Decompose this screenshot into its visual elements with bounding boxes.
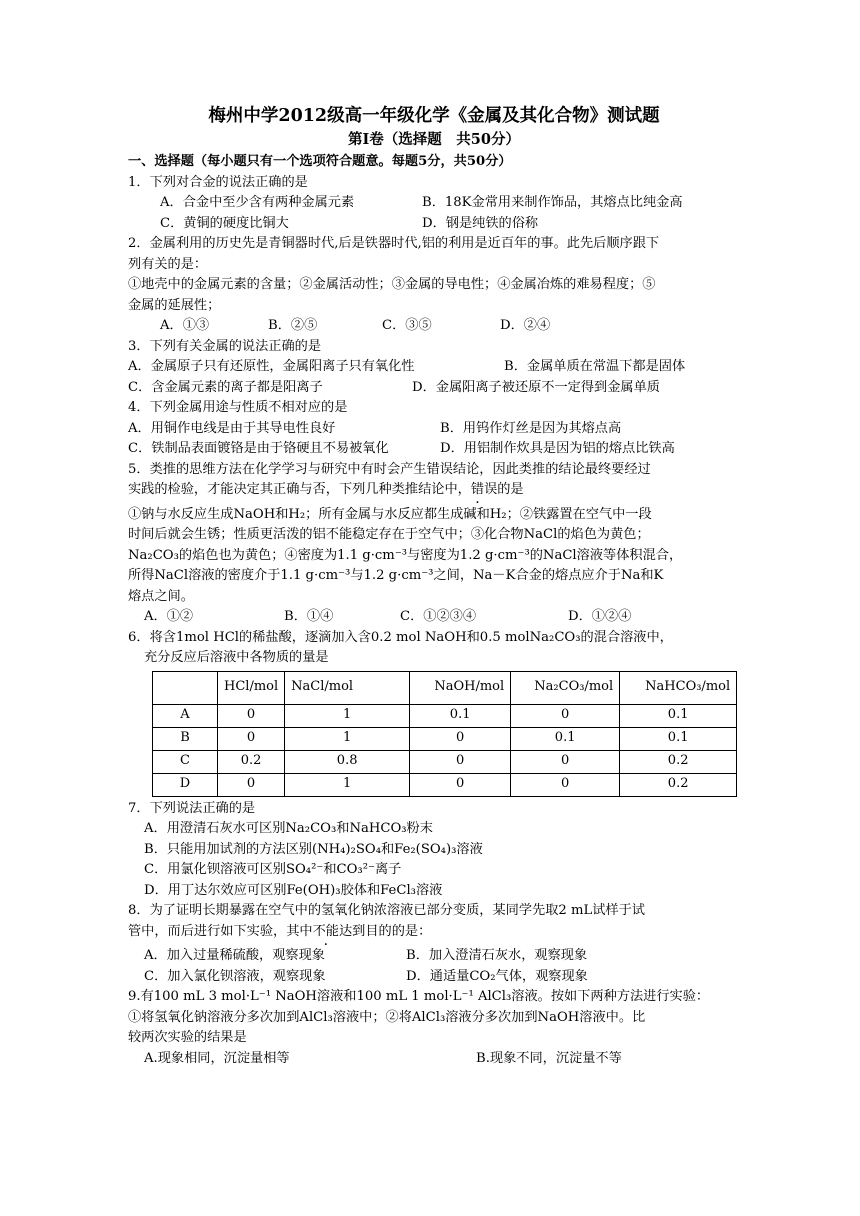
table-cell: 0: [511, 750, 620, 773]
table-cell: A: [153, 704, 218, 727]
q8-options-row1: [128, 946, 740, 967]
q8-stem-part3: 达到目的的是：: [339, 923, 432, 939]
section-heading: 一、选择题（每小题只有一个选项符合题意。每题5分，共50分）: [128, 154, 512, 169]
q6-header-cell: [153, 671, 218, 704]
table-cell: C: [153, 750, 218, 773]
page-title: 梅州中学2012级高一年级化学《金属及其化合物》测试题: [208, 106, 660, 126]
q6-header-cell: Na₂CO₃/mol: [511, 671, 620, 704]
q5-stem-line2: [128, 480, 740, 501]
table-cell: 0: [511, 704, 620, 727]
q2-stem-line1: 2．金属利用的历史先是青铜器时代,后是铁器时代,铝的利用是近百年的事。此先后顺序跟下: [128, 236, 660, 251]
q8-option-c: C．加入氯化钡溶液，观察现象: [144, 968, 326, 984]
q7-option-a: A．用澄清石灰水可区别Na₂CO₃和NaHCO₃粉末: [144, 821, 433, 836]
q5-option-d: D．①②④: [568, 609, 632, 624]
table-cell: 0: [218, 704, 285, 727]
q5-line5: 熔点之间。: [128, 588, 194, 604]
q3-option-c: C．含金属元素的离子都是阳离子: [128, 379, 323, 395]
q9-option-a: A.现象相同，沉淀量相等: [144, 1050, 290, 1066]
q7-option-b: B．只能用加试剂的方法区别(NH₄)₂SO₄和Fe₂(SO₄)₃溶液: [144, 841, 483, 857]
q7-stem: 7．下列说法正确的是: [128, 800, 256, 816]
q7-option-c: C．用氯化钡溶液可区别SO₄²⁻和CO₃²⁻离子: [144, 862, 402, 877]
q5-line1: ①钠与水反应生成NaOH和H₂；所有金属与水反应都生成碱和H₂；②铁露置在空气中一段: [128, 506, 652, 522]
q6-header-cell: NaOH/mol: [410, 671, 511, 704]
table-cell: 0: [218, 727, 285, 750]
table-cell: 0.2: [620, 750, 737, 773]
q2-list-line2: 金属的延展性；: [128, 297, 221, 313]
question-1: [128, 173, 740, 235]
q5-line4: 所得NaCl溶液的密度介于1.1 g·cm⁻³与1.2 g·cm⁻³之间，Na－K合金的熔点应介于Na和K: [128, 568, 664, 583]
q3-options-row2: [128, 378, 740, 399]
question-7: [128, 799, 740, 902]
q3-stem: 3．下列有关金属的说法正确的是: [128, 338, 322, 354]
question-8: [128, 901, 740, 987]
table-row: [153, 727, 737, 750]
q1-option-a: A．合金中至少含有两种金属元素: [160, 195, 355, 210]
q8-stem-part1: 管中，而后进行如下实验，其中: [128, 923, 313, 939]
q6-table-header: [153, 671, 737, 704]
q1-option-b: B．18K金常用来制作饰品，其熔点比纯金高: [422, 195, 683, 210]
table-cell: 0.2: [218, 750, 285, 773]
q5-options: [128, 607, 740, 628]
table-cell: 0.2: [620, 773, 737, 796]
question-5: [128, 460, 740, 628]
table-cell: 0: [218, 773, 285, 796]
table-cell: D: [153, 773, 218, 796]
q5-option-b: B．①④: [284, 609, 334, 624]
q6-header-cell: NaHCO₃/mol: [620, 671, 737, 704]
table-cell: 1: [285, 727, 410, 750]
q5-emphasis: 错: [470, 482, 485, 497]
q6-stem-line2: 充分反应后溶液中各物质的量是: [144, 650, 329, 665]
table-row: [153, 773, 737, 796]
q1-options-row2: [128, 214, 740, 235]
q8-option-b: B．加入澄清石灰水，观察现象: [406, 948, 588, 963]
q2-options: [128, 316, 740, 337]
question-6: [128, 628, 740, 797]
q8-stem-line2: [128, 922, 740, 943]
q2-option-c: C．③⑤: [382, 318, 432, 333]
q8-option-d: D．通适量CO₂气体，观察现象: [406, 968, 588, 984]
section-subtitle: 第Ⅰ卷（选择题 共50分）: [348, 131, 520, 148]
q8-option-a: A．加入过量稀硫酸，观察现象: [144, 948, 325, 963]
q5-stem-part1: 实践的检验，才能决定其正确与否，下列几种类推结论中，: [128, 482, 471, 497]
q1-option-c: C．黄铜的硬度比铜大: [160, 215, 289, 231]
table-cell: 0: [511, 773, 620, 796]
q3-option-a: A．金属原子只有还原性，金属阳离子只有氧化性: [128, 359, 415, 374]
q5-line2: 时间后就会生锈；性质更活泼的铝不能稳定存在于空气中；③化合物NaCl的焰色为黄色；: [128, 527, 650, 542]
q1-options-row1: [128, 193, 740, 214]
q2-option-d: D．②④: [500, 318, 551, 333]
q8-options-row2: [128, 967, 740, 988]
q1-stem: 1．下列对合金的说法正确的是: [128, 174, 308, 190]
q4-option-d: D．用铝制作炊具是因为铝的熔点比铁高: [440, 441, 675, 456]
q2-list-line1: ①地壳中的金属元素的含量；②金属活动性；③金属的导电性；④金属冶炼的难易程度；⑤: [128, 277, 656, 292]
q6-table: [152, 671, 737, 797]
q3-option-b: B．金属单质在常温下都是固体: [504, 359, 686, 374]
q9-options: [128, 1049, 740, 1070]
table-cell: 1: [285, 704, 410, 727]
q3-option-d: D．金属阳离子被还原不一定得到金属单质: [412, 379, 660, 395]
q2-option-a: A．①③: [160, 318, 210, 333]
question-3: [128, 337, 740, 399]
table-cell: 0: [410, 750, 511, 773]
q9-stem-line3: 较两次实验的结果是: [128, 1030, 247, 1045]
table-row: [153, 750, 737, 773]
table-cell: 1: [285, 773, 410, 796]
q9-stem-line2: ①将氢氧化钠溶液分多次加到AlCl₃溶液中；②将AlCl₃溶液分多次加到NaOH溶液中。比: [128, 1009, 646, 1025]
q8-emphasis: 不能: [312, 923, 339, 939]
q3-options-row1: [128, 357, 740, 378]
table-cell: 0.1: [410, 704, 511, 727]
q2-stem-line2: 列有关的是：: [128, 256, 208, 272]
q9-option-b: B.现象不同，沉淀量不等: [476, 1050, 622, 1066]
q5-stem-part3: 误的是: [484, 482, 524, 497]
q4-options-row2: [128, 439, 740, 460]
q7-option-d: D．用丁达尔效应可区别Fe(OH)₃胶体和FeCl₃溶液: [144, 882, 443, 898]
table-cell: 0.1: [620, 704, 737, 727]
q5-option-a: A．①②: [144, 609, 194, 624]
q4-option-b: B．用钨作灯丝是因为其熔点高: [440, 420, 622, 436]
table-cell: 0: [410, 727, 511, 750]
table-row: [153, 704, 737, 727]
q5-line3: Na₂CO₃的焰色也为黄色；④密度为1.1 g·cm⁻³与密度为1.2 g·cm⁻³的NaCl溶液等体积混合，: [128, 547, 683, 563]
table-cell: 0.1: [511, 727, 620, 750]
exam-content: [128, 104, 740, 1069]
q9-stem-line1: 9.有100 mL 3 mol·L⁻¹ NaOH溶液和100 mL 1 mol·L⁻¹ AlCl₃溶液。按如下两种方法进行实验：: [128, 989, 710, 1004]
q4-option-a: A．用铜作电线是由于其导电性良好: [128, 420, 336, 436]
q4-stem: 4．下列金属用途与性质不相对应的是: [128, 400, 348, 415]
table-cell: 0.8: [285, 750, 410, 773]
question-2: [128, 234, 740, 337]
q5-option-c: C．①②③④: [400, 609, 477, 624]
q1-option-d: D．钢是纯铁的俗称: [422, 215, 539, 231]
table-cell: 0: [410, 773, 511, 796]
table-cell: 0.1: [620, 727, 737, 750]
q4-option-c: C．铁制品表面镀铬是由于铬硬且不易被氧化: [128, 441, 389, 456]
q5-stem-line1: 5．类推的思维方法在化学学习与研究中有时会产生错误结论，因此类推的结论最终要经过: [128, 461, 651, 477]
q6-header-cell: HCl/mol: [218, 671, 285, 704]
q6-header-cell: NaCl/mol: [285, 671, 410, 704]
question-4: [128, 398, 740, 460]
q2-option-b: B．②⑤: [268, 318, 318, 333]
table-cell: B: [153, 727, 218, 750]
q4-options-row1: [128, 419, 740, 440]
q8-stem-line1: 8．为了证明长期暴露在空气中的氢氧化钠浓溶液已部分变质，某同学先取2 mL试样于试: [128, 903, 645, 918]
q6-stem-line1: 6．将含1mol HCl的稀盐酸，逐滴加入含0.2 mol NaOH和0.5 molNa₂CO₃的混合溶液中，: [128, 629, 673, 645]
question-9: [128, 987, 740, 1069]
